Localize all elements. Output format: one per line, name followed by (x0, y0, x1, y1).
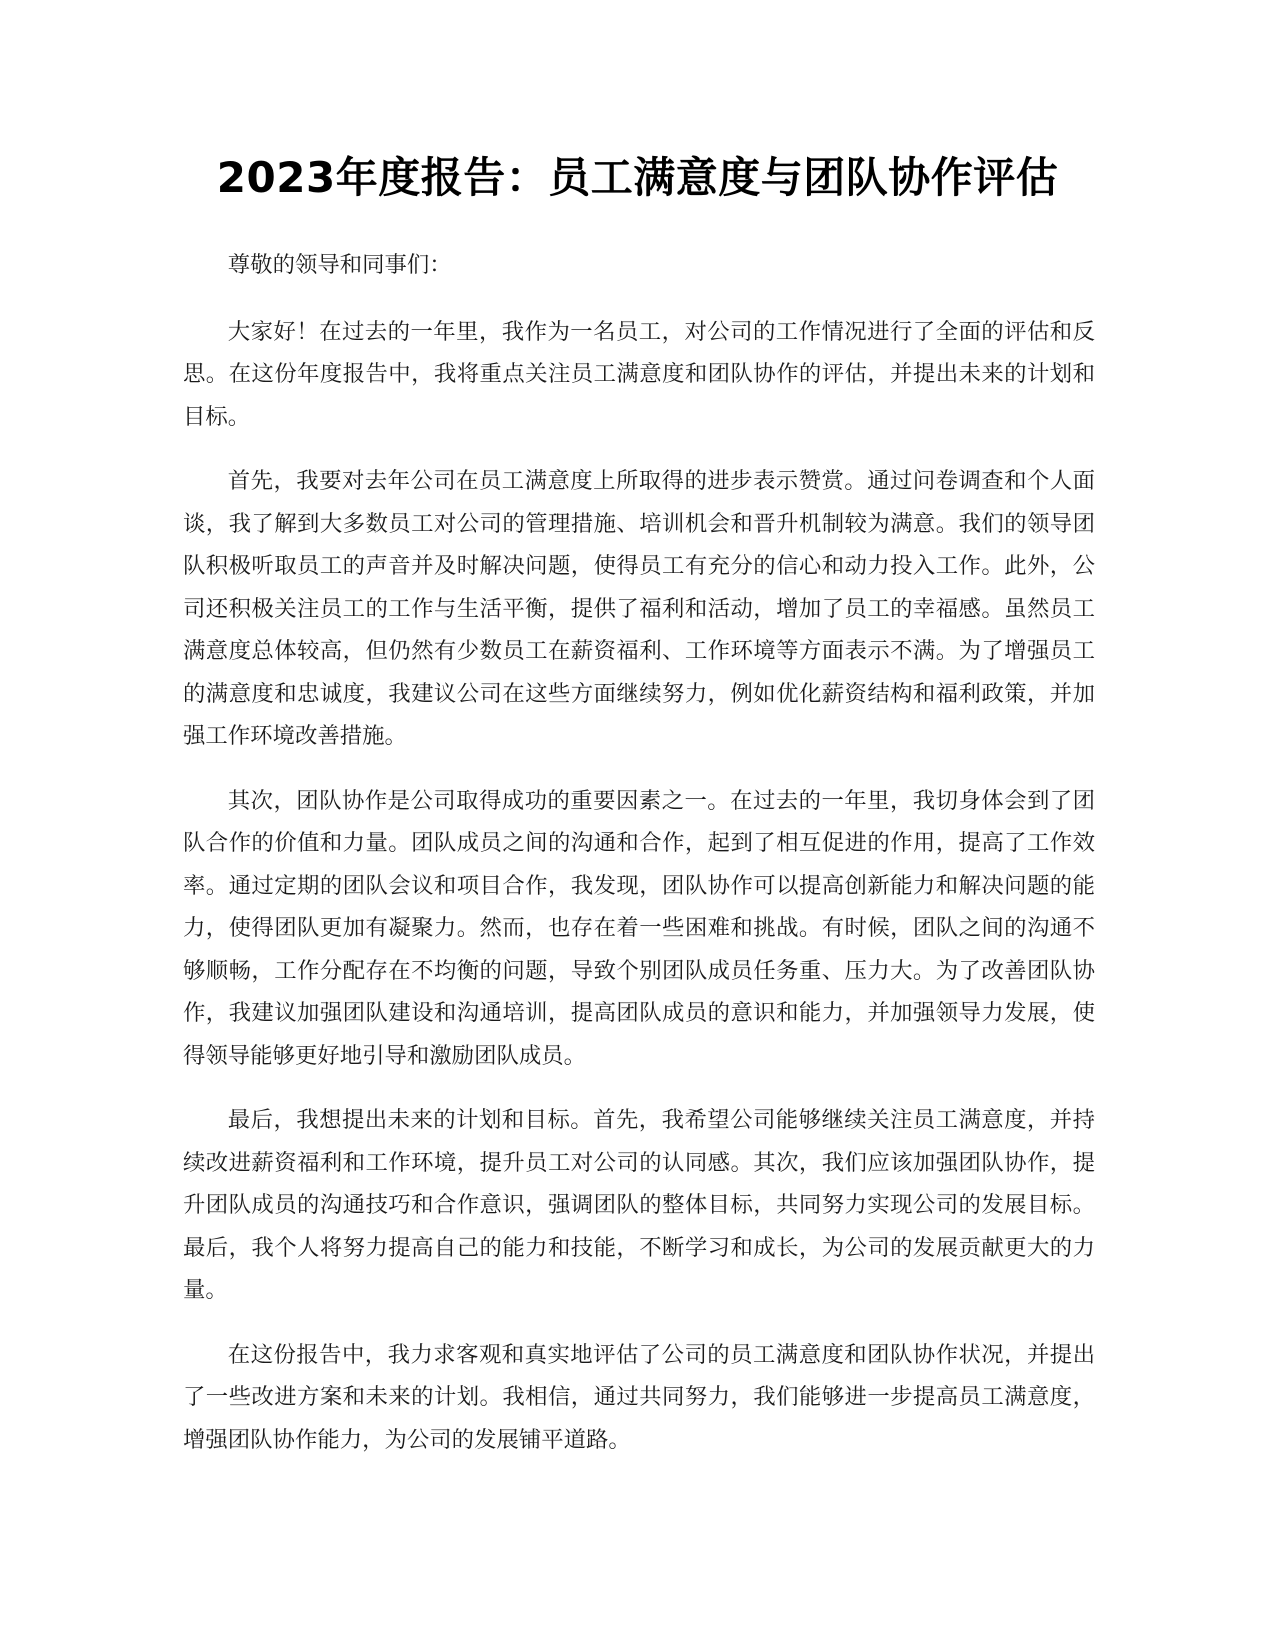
paragraph-greeting: 大家好！在过去的一年里，我作为一名员工，对公司的工作情况进行了全面的评估和反思。在这份年度报告中，我将重点关注员工满意度和团队协作的评估，并提出未来的计划和目标。 (183, 318, 1095, 430)
document-title: 2023年度报告：员工满意度与团队协作评估 (216, 153, 1059, 202)
paragraph-team-collaboration: 其次，团队协作是公司取得成功的重要因素之一。在过去的一年里，我切身体会到了团队合作的价值和力量。团队成员之间的沟通和合作，起到了相互促进的作用，提高了工作效率。通过定期的团队会议和项目合作，我发现，团队协作可以提高创新能力和解决问题的能力，使得团队更加有凝聚力。然而，也存在着一些困难和挑战。有时候，团队之间的沟通不够顺畅，工作分配存在不均衡的问题，导致个别团队成员任务重、压力大。为了改善团队协作，我建议加强团队建设和沟通培训，提高团队成员的意识和能力，并加强领导力发展，使得领导能够更好地引导和激励团队成员。 (183, 787, 1095, 1069)
paragraph-future-plans: 最后，我想提出未来的计划和目标。首先，我希望公司能够继续关注员工满意度，并持续改进薪资福利和工作环境，提升员工对公司的认同感。其次，我们应该加强团队协作，提升团队成员的沟通技巧和合作意识，强调团队的整体目标，共同努力实现公司的发展目标。最后，我个人将努力提高自己的能力和技能，不断学习和成长，为公司的发展贡献更大的力量。 (183, 1107, 1095, 1303)
paragraph-conclusion: 在这份报告中，我力求客观和真实地评估了公司的员工满意度和团队协作状况，并提出了一些改进方案和未来的计划。我相信，通过共同努力，我们能够进一步提高员工满意度，增强团队协作能力，为公司的发展铺平道路。 (183, 1341, 1095, 1453)
paragraph-employee-satisfaction: 首先，我要对去年公司在员工满意度上所取得的进步表示赞赏。通过问卷调查和个人面谈，我了解到大多数员工对公司的管理措施、培训机会和晋升机制较为满意。我们的领导团队积极听取员工的声音并及时解决问题，使得员工有充分的信心和动力投入工作。此外，公司还积极关注员工的工作与生活平衡，提供了福利和活动，增加了员工的幸福感。虽然员工满意度总体较高，但仍然有少数员工在薪资福利、工作环境等方面表示不满。为了增强员工的满意度和忠诚度，我建议公司在这些方面继续努力，例如优化薪资结构和福利政策，并加强工作环境改善措施。 (183, 468, 1095, 749)
salutation: 尊敬的领导和同事们： (227, 252, 452, 278)
document-body (183, 244, 1095, 1483)
